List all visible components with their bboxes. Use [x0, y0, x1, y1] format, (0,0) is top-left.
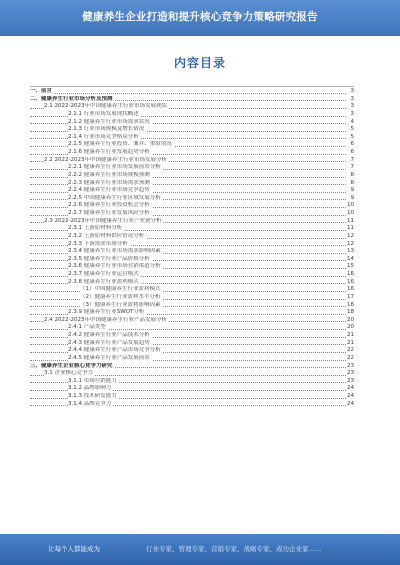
toc-entry-page: 6 — [350, 141, 354, 148]
toc-entry[interactable] — [30, 271, 354, 279]
toc-entry-label: （1）中国健康养生行业盈利模式 — [80, 286, 161, 293]
toc-entry-page: 14 — [347, 255, 354, 262]
toc-entry-label: 2.2.6 健康养生行业投资机会分析 — [68, 202, 150, 209]
toc-entry-page: 16 — [347, 278, 354, 285]
toc-entry-label: 2.1 2022-2023年中国健康养生行业市场发展现状 — [44, 103, 167, 110]
toc-entry-label: 3.1.2 品牌影响力 — [68, 385, 112, 392]
toc-entry-page: 15 — [347, 263, 354, 270]
toc-entry[interactable] — [30, 355, 354, 363]
toc-entry[interactable] — [30, 225, 354, 233]
toc-entry[interactable] — [30, 111, 354, 119]
toc-entry[interactable] — [30, 294, 354, 302]
toc-entry-page: 10 — [347, 210, 354, 216]
toc-entry[interactable] — [30, 256, 354, 264]
toc-entry[interactable] — [30, 233, 354, 241]
toc-entry-label: 2.3 2022-2023年中国健康养生行业产业链分析 — [44, 217, 162, 224]
toc-entry-page: 22 — [347, 347, 354, 354]
toc-entry[interactable] — [30, 119, 354, 127]
toc-entry-page: 10 — [347, 202, 354, 209]
toc-entry[interactable] — [30, 279, 354, 287]
table-of-contents — [30, 88, 354, 508]
toc-entry-page: 5 — [350, 133, 354, 140]
toc-entry-label: 2.1.3 行业市场规模及增长情况 — [68, 126, 145, 133]
toc-entry-label: 2.1.1 行业市场发展现状概述 — [68, 110, 139, 117]
toc-entry[interactable] — [30, 218, 354, 226]
toc-entry-label: 2.2.1 健康养生行业市场发展前景分析 — [68, 164, 161, 171]
toc-entry[interactable] — [30, 263, 354, 271]
toc-entry-label: 2.3.9 健康养生行业SWOT分析 — [68, 309, 145, 316]
footer-slogan: 让每个人都能成为 — [48, 545, 100, 553]
toc-entry-label: 2.4.5 健康养生行业产品发展前景 — [68, 354, 150, 361]
toc-entry[interactable] — [30, 180, 354, 188]
toc-entry-page: 18 — [347, 309, 354, 316]
toc-entry-label: 二、健康养生行业市场分析及预测 — [30, 95, 113, 102]
toc-entry[interactable] — [30, 210, 354, 218]
toc-entry-label: 2.2 2022-2023年中国健康养生行业市场发展分析 — [44, 156, 167, 163]
toc-entry-label: 2.4.2 健康养生行业产品技术分析 — [68, 332, 150, 338]
toc-entry[interactable] — [30, 202, 354, 210]
toc-top-rule — [30, 86, 354, 87]
dot-leader — [30, 299, 346, 300]
toc-entry-label: 2.2.7 健康养生行业发展风险分析 — [68, 210, 150, 216]
toc-entry[interactable] — [30, 363, 354, 371]
toc-entry[interactable] — [30, 401, 354, 409]
toc-entry-label: 2.4.1 产品类型 — [68, 324, 106, 331]
toc-entry-page: 3 — [350, 95, 354, 102]
toc-entry-page: 9 — [350, 194, 354, 201]
toc-entry-page: 24 — [347, 393, 354, 399]
toc-entry-page: 12 — [347, 232, 354, 239]
toc-entry-label: （2）健康养生行业盈利水平分析 — [80, 293, 161, 300]
toc-entry-page: 8 — [350, 171, 354, 178]
toc-entry-label: 2.4 2022-2023年中国健康养生行业产品发展分析 — [44, 316, 167, 323]
toc-entry-page: 17 — [347, 293, 354, 300]
toc-entry-label: 2.3.5 健康养生行业产品价格分析 — [68, 255, 150, 262]
toc-entry[interactable] — [30, 187, 354, 195]
toc-entry-page: 20 — [347, 324, 354, 331]
toc-entry-page: 24 — [347, 400, 354, 407]
toc-entry-label: 2.2.2 健康养生行业市场规模预测 — [68, 171, 150, 178]
toc-entry-page: 3 — [350, 103, 354, 110]
toc-entry-label: 2.1.4 行业市场竞争格局分析 — [68, 133, 139, 140]
toc-entry[interactable] — [30, 324, 354, 332]
toc-entry[interactable] — [30, 332, 354, 340]
toc-entry-label: 2.4.3 健康养生行业产品发展趋势 — [68, 339, 150, 346]
toc-entry-label: 3.1.1 市场营销能力 — [68, 377, 117, 384]
toc-entry[interactable] — [30, 286, 354, 294]
toc-entry[interactable] — [30, 172, 354, 180]
toc-entry-page: 4 — [350, 118, 354, 125]
toc-entry-page: 20 — [347, 316, 354, 323]
toc-entry-page: 7 — [350, 156, 354, 163]
toc-entry-label: 2.3.1 上游原材料分析 — [68, 225, 123, 232]
toc-entry-page: 13 — [347, 248, 354, 255]
toc-entry[interactable] — [30, 157, 354, 165]
toc-entry-page: 7 — [350, 164, 354, 171]
toc-entry-page: 8 — [350, 179, 354, 186]
toc-entry-page: 11 — [347, 217, 354, 224]
toc-entry[interactable] — [30, 96, 354, 104]
dot-leader — [30, 291, 346, 292]
toc-entry-label: 2.2.4 健康养生行业市场竞争趋势 — [68, 187, 150, 194]
toc-entry-page: 3 — [350, 110, 354, 117]
toc-entry-label: 2.3.4 健康养生行业市场需求影响因素 — [68, 248, 161, 255]
toc-entry[interactable] — [30, 103, 354, 111]
toc-entry[interactable] — [30, 164, 354, 172]
toc-entry-label: 2.2.5 中国健康养生行业区域发展分析 — [68, 194, 161, 201]
toc-entry[interactable] — [30, 195, 354, 203]
toc-entry[interactable] — [30, 317, 354, 325]
toc-entry[interactable] — [30, 370, 354, 378]
toc-entry-label: 2.3.7 健康养生行业运营模式 — [68, 271, 139, 277]
toc-entry[interactable] — [30, 126, 354, 134]
toc-entry-page: 5 — [350, 126, 354, 133]
toc-entry-page: 11 — [347, 225, 354, 232]
toc-entry-page: 21 — [347, 332, 354, 338]
toc-entry[interactable] — [30, 393, 354, 401]
toc-entry-label: 2.3.2 上游原材料供应情况分析 — [68, 232, 145, 239]
toc-entry-label: 2.3.6 健康养生行业市场营销渠道分析 — [68, 263, 161, 270]
toc-entry[interactable] — [30, 141, 354, 149]
toc-entry-page: 23 — [347, 377, 354, 384]
toc-entry-page: 22 — [347, 354, 354, 361]
toc-entry[interactable] — [30, 302, 354, 310]
toc-entry-page: 21 — [347, 339, 354, 346]
toc-entry-label: 2.3.3 下游需求市场分析 — [68, 240, 128, 247]
toc-entry[interactable] — [30, 149, 354, 157]
toc-entry[interactable] — [30, 309, 354, 317]
toc-entry-label: 一、前言 — [30, 88, 53, 94]
dot-leader — [30, 93, 346, 94]
report-header — [0, 0, 400, 36]
toc-entry-label: 2.2.3 健康养生行业市场需求预测 — [68, 179, 150, 186]
toc-entry[interactable] — [30, 347, 354, 355]
toc-entry-page: 3 — [350, 88, 354, 94]
toc-entry-label: 三、健康养生企业核心竞争力研究 — [30, 362, 113, 369]
toc-entry-label: 2.4.4 健康养生行业产品市场竞争分析 — [68, 347, 161, 354]
toc-entry[interactable] — [30, 378, 354, 386]
toc-entry-page: 23 — [347, 362, 354, 369]
toc-entry[interactable] — [30, 385, 354, 393]
toc-entry-page: 24 — [347, 385, 354, 392]
toc-entry-label: 3.1 企业核心竞争力 — [44, 370, 93, 377]
toc-entry-label: （3）健康养生行业盈利影响因素 — [80, 301, 161, 308]
toc-entry-label: 3.1.4 品牌竞争力 — [68, 400, 112, 407]
toc-entry-page: 18 — [347, 301, 354, 308]
toc-entry[interactable] — [30, 340, 354, 348]
toc-entry-label: 2.3.8 健康养生行业盈利模式 — [68, 278, 139, 285]
toc-entry-label: 2.1.6 健康养生行业发展趋势分析 — [68, 149, 150, 155]
toc-entry-page: 6 — [350, 149, 354, 155]
toc-heading: 内容目录 — [173, 56, 226, 70]
toc-entry-page: 16 — [347, 271, 354, 277]
toc-entry-label: 2.1.5 健康养生行业投资、兼并、重组情况 — [68, 141, 172, 148]
toc-entry[interactable] — [30, 248, 354, 256]
footer-tags: 行业专家、管理专家、营销专家、战略专家、成功企业家…… — [146, 545, 322, 553]
toc-entry-label: 3.1.3 技术研发能力 — [68, 393, 117, 399]
toc-entry-page: 12 — [347, 240, 354, 247]
toc-entry-page: 23 — [347, 370, 354, 377]
toc-entry[interactable] — [30, 241, 354, 249]
report-title: 健康养生企业打造和提升核心竞争力策略研究报告 — [82, 11, 318, 23]
toc-entry-page: 9 — [350, 187, 354, 194]
toc-entry-page: 16 — [347, 286, 354, 293]
toc-entry[interactable] — [30, 134, 354, 142]
toc-entry[interactable] — [30, 88, 354, 96]
report-footer — [0, 534, 400, 565]
dot-leader — [30, 306, 346, 307]
toc-entry-label: 2.1.2 健康养生行业市场需求状况 — [68, 118, 150, 125]
